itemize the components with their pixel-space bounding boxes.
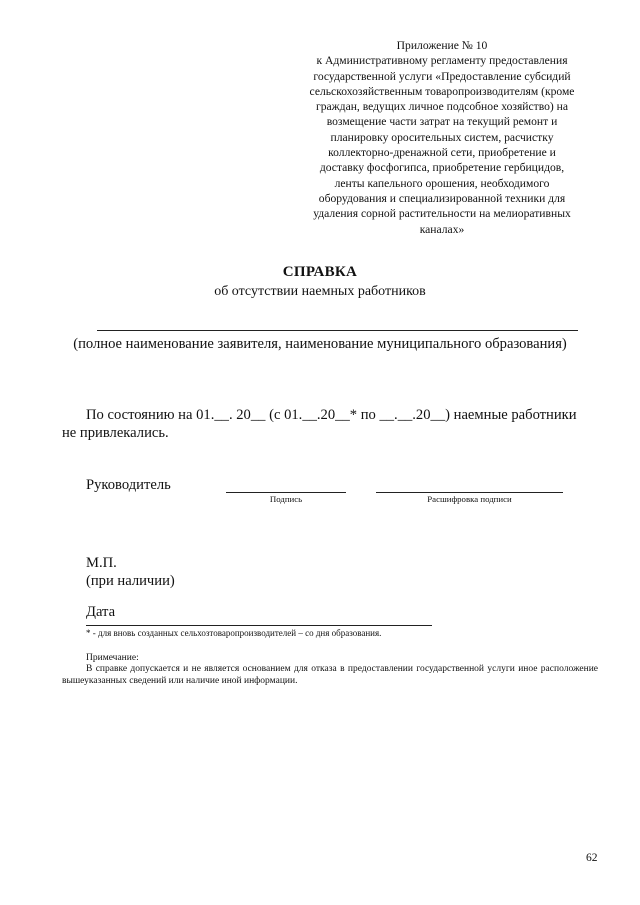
signature-line bbox=[226, 492, 346, 493]
applicant-name-line bbox=[97, 330, 578, 331]
appendix-line: Приложение № 10 bbox=[396, 39, 488, 52]
seal-label: М.П. bbox=[86, 555, 117, 571]
applicant-caption: (полное наименование заявителя, наименование муниципального образования) bbox=[73, 336, 567, 352]
signature-decoding-line bbox=[376, 492, 563, 493]
statement-line-2: не привлекались. bbox=[62, 425, 169, 441]
appendix-line: к Административному регламенту предоставления bbox=[316, 54, 568, 68]
appendix-header bbox=[278, 38, 606, 237]
appendix-line: каналах» bbox=[419, 222, 465, 236]
appendix-line: граждан, ведущих личное подсобное хозяйство) на bbox=[315, 100, 569, 114]
seal-note: (при наличии) bbox=[86, 573, 175, 589]
document-title: СПРАВКА bbox=[282, 264, 358, 280]
document-subtitle: об отсутствии наемных работников bbox=[214, 284, 426, 299]
appendix-line: ленты капельного орошения, необходимого bbox=[334, 176, 550, 190]
note-title: Примечание: bbox=[86, 653, 139, 663]
page-number: 62 bbox=[586, 852, 598, 864]
appendix-line: доставку фосфогипса, приобретение гербицидов, bbox=[319, 161, 565, 175]
signature-caption: Подпись bbox=[269, 494, 303, 504]
statement-line-1: По состоянию на 01.__. 20__ (с 01.__.20__* по __.__.20__) наемные работники bbox=[86, 407, 577, 423]
head-label: Руководитель bbox=[86, 477, 171, 493]
appendix-line: оборудования и специализированной техники для bbox=[318, 191, 566, 205]
appendix-line: государственной услуги «Предоставление субсидий bbox=[313, 69, 571, 83]
appendix-line: возмещение части затрат на текущий ремонт и bbox=[326, 115, 558, 129]
appendix-line: сельскохозяйственным товаропроизводителям (кроме bbox=[309, 84, 575, 98]
appendix-line: удаления сорной растительности на мелиоративных bbox=[313, 207, 571, 221]
footnote: * - для вновь созданных сельхозтоваропроизводителей – со дня образования. bbox=[86, 628, 382, 638]
note-text: В справке допускается и не является основанием для отказа в предоставлении государственной услуги иное расположение вышеуказанных сведений или наличие иной информации. bbox=[62, 664, 598, 686]
footnote-separator bbox=[86, 625, 432, 626]
appendix-line: коллекторно-дренажной сети, приобретение и bbox=[328, 146, 556, 160]
appendix-line: планировку оросительных систем, расчистку bbox=[330, 130, 554, 144]
signature-decoding-caption: Расшифровка подписи bbox=[427, 494, 512, 504]
date-label: Дата bbox=[86, 604, 116, 620]
